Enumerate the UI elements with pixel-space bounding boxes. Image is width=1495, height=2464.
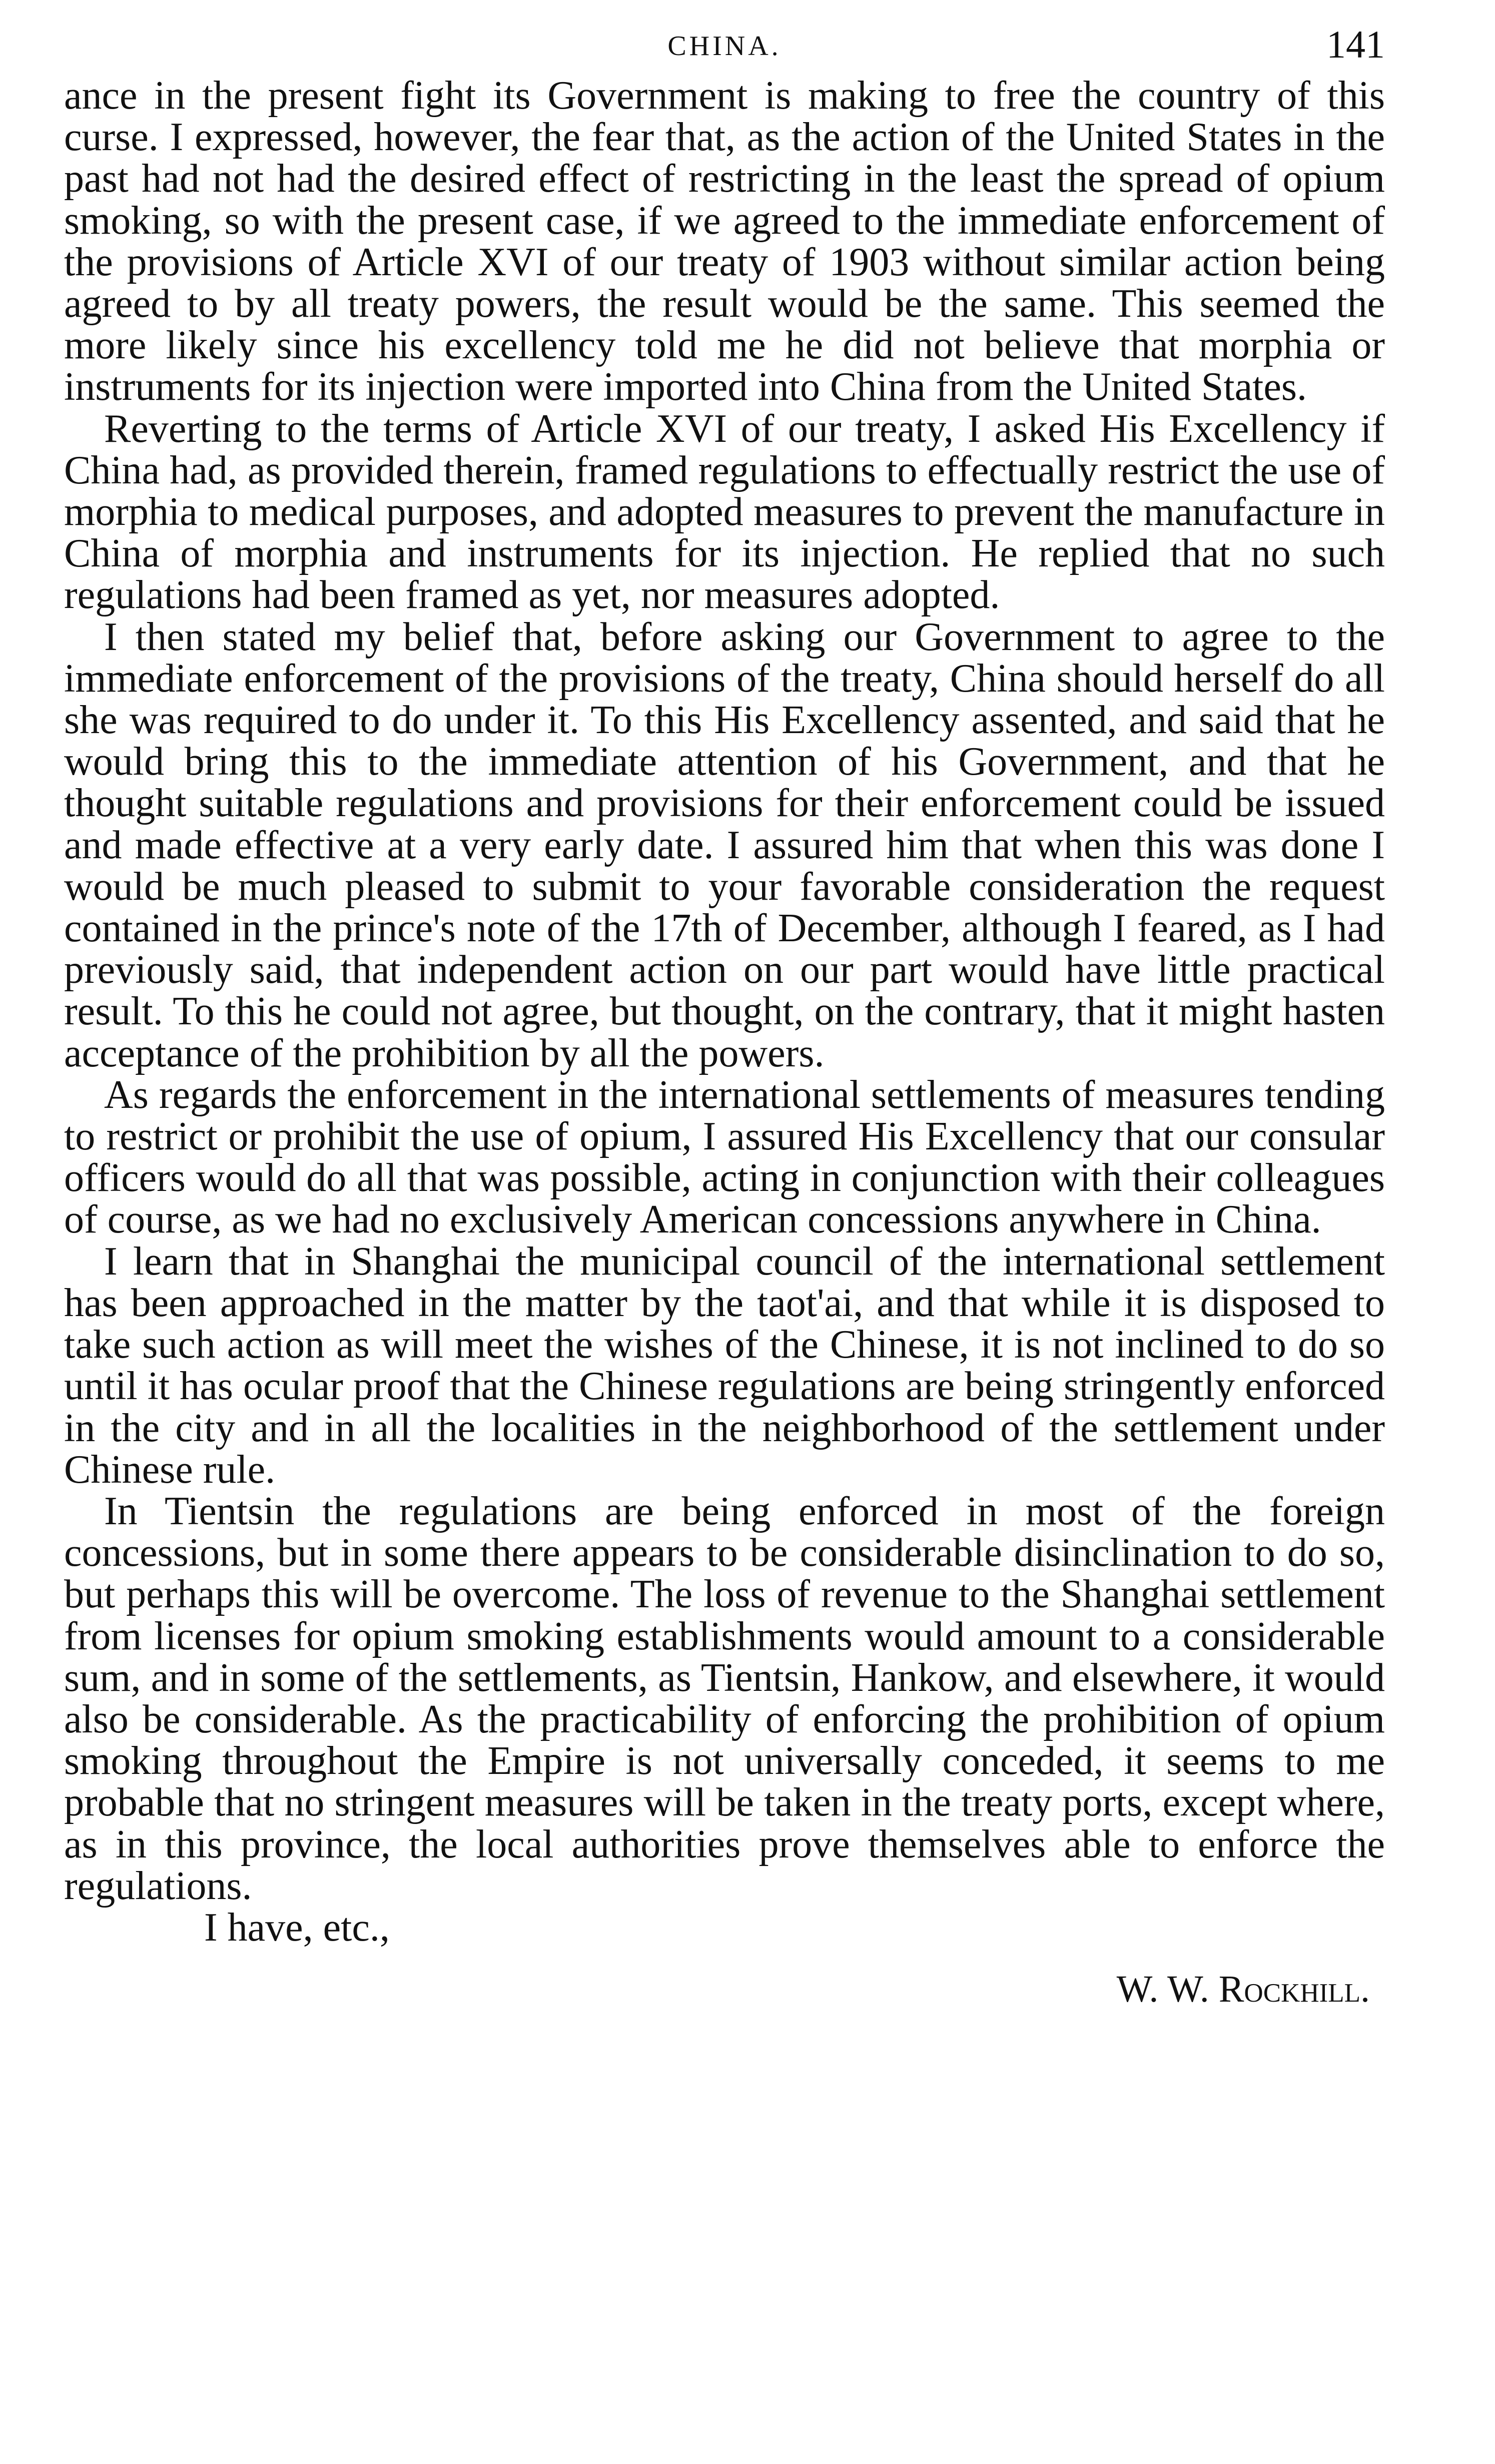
paragraph: Reverting to the terms of Article XVI of our treaty, I asked His Excellency if China had, as provided therein, framed regulations to effectually restrict the use of morphia to medical purposes, and adopted measures to prevent the manufacture in China of morphia and instruments for its injection. He replied that no such regulations had been framed as yet, nor measures adopted. — [64, 406, 1385, 618]
paragraph: As regards the enforcement in the international settlements of measures tending to restrict or prohibit the use of opium, I assured His Excellency that our consular officers would do all that was possible, acting in conjunction with their colleagues of course, as we had no exclusively American concessions anywhere in China. — [64, 1072, 1385, 1242]
signature: W. W. Rockhill. — [1116, 1968, 1370, 2011]
running-title: CHINA. — [667, 31, 782, 62]
body-text — [64, 75, 1385, 1907]
paragraph: I then stated my belief that, before asking our Government to agree to the immediate enforcement of the provisions of the treaty, China should herself do all she was required to do under it. To this His Excellency assented, and said that he would bring this to the immediate attention of his Government, and that he thought suitable regulations and provisions for their enforcement could be issued and made effective at a very early date. I assured him that when this was done I would be much pleased to submit to your favorable consideration the request contained in the prince's note of the 17th of December, although I feared, as I had previously said, that independent action on our part would have little practical result. To this he could not agree, but thought, on the contrary, that it might hasten acceptance of the prohibition by all the powers. — [64, 614, 1385, 1075]
page-number: 141 — [1326, 23, 1385, 66]
document-page — [64, 20, 1385, 2010]
closing-line: I have, etc., — [204, 1905, 390, 1950]
running-head — [64, 20, 1385, 75]
paragraph: I learn that in Shanghai the municipal council of the international settlement has been approached in the matter by the taot'ai, and that while it is disposed to take such action as will meet the wishes of the Chinese, it is not inclined to do so until it has ocular proof that the Chinese regulations are being stringently enforced in the city and in all the localities in the neighborhood of the settlement under Chinese rule. — [64, 1239, 1385, 1492]
paragraph: In Tientsin the regulations are being enforced in most of the foreign concessions, but in some there appears to be considerable disinclination to do so, but perhaps this will be overcome. The loss of revenue to the Shanghai settlement from licenses for opium smoking establishments would amount to a considerable sum, and in some of the settlements, as Tientsin, Hankow, and elsewhere, it would also be considerable. As the practicability of enforcing the prohibition of opium smoking throughout the Empire is not universally conceded, it seems to me probable that no stringent measures will be taken in the treaty ports, except where, as in this province, the local authorities prove themselves able to enforce the regulations. — [64, 1489, 1385, 1908]
paragraph: ance in the present fight its Government is making to free the country of this curse. I expressed, however, the fear that, as the action of the United States in the past had not had the desired effect of restricting in the least the spread of opium smoking, so with the present case, if we agreed to the immediate enforcement of the provisions of Article XVI of our treaty of 1903 without similar action being agreed to by all treaty powers, the result would be the same. This seemed the more likely since his excellency told me he did not believe that morphia or instruments for its injection were imported into China from the United States. — [64, 74, 1385, 409]
